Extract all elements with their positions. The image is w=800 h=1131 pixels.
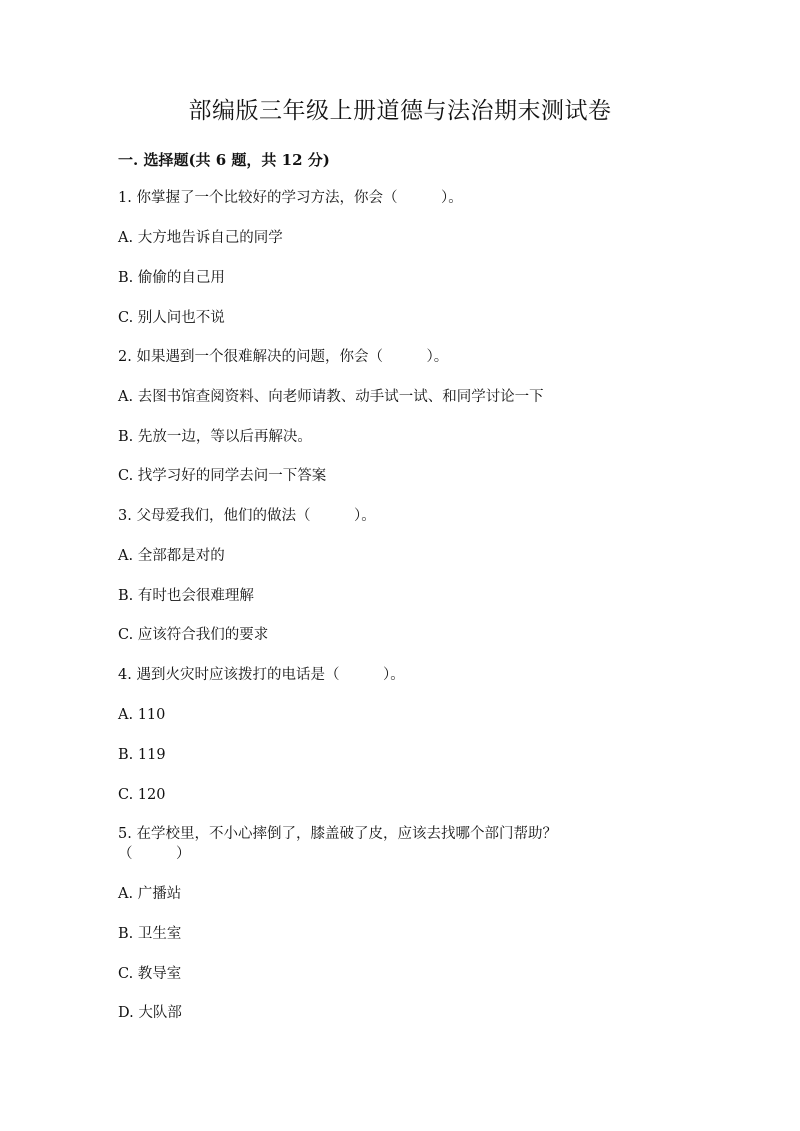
question-2-option-b: B. 先放一边，等以后再解决。 <box>118 429 312 445</box>
question-3-stem: 3. 父母爱我们，他们的做法（ ）。 <box>118 508 376 524</box>
question-3-option-a: A. 全部都是对的 <box>118 548 225 564</box>
question-5-option-d: D. 大队部 <box>118 1005 182 1021</box>
question-3-option-c: C. 应该符合我们的要求 <box>118 627 269 643</box>
question-2-option-a: A. 去图书馆查阅资料、向老师请教、动手试一试、和同学讨论一下 <box>118 389 544 405</box>
question-4-option-c: C. 120 <box>118 787 166 803</box>
question-1-stem: 1. 你掌握了一个比较好的学习方法，你会（ ）。 <box>118 190 463 206</box>
question-3-option-b: B. 有时也会很难理解 <box>118 588 254 604</box>
question-1-option-a: A. 大方地告诉自己的同学 <box>118 230 283 246</box>
question-5-stem-line-2: （ ） <box>118 846 191 862</box>
question-4-option-b: B. 119 <box>118 747 166 763</box>
question-2-option-c: C. 找学习好的同学去问一下答案 <box>118 468 327 484</box>
question-4-stem: 4. 遇到火灾时应该拨打的电话是（ ）。 <box>118 667 405 683</box>
page-title: 部编版三年级上册道德与法治期末测试卷 <box>188 98 612 124</box>
question-5-option-c: C. 教导室 <box>118 966 182 982</box>
question-5-option-b: B. 卫生室 <box>118 926 182 942</box>
question-2-stem: 2. 如果遇到一个很难解决的问题，你会（ ）。 <box>118 349 449 365</box>
section-heading: 一. 选择题(共 6 题，共 12 分) <box>118 151 330 169</box>
question-5-option-a: A. 广播站 <box>118 886 182 902</box>
question-4-option-a: A. 110 <box>118 707 166 723</box>
question-5-stem-line-1: 5. 在学校里，不小心摔倒了，膝盖破了皮，应该去找哪个部门帮助？ <box>118 826 557 842</box>
question-1-option-b: B. 偷偷的自己用 <box>118 270 225 286</box>
question-1-option-c: C. 别人问也不说 <box>118 310 225 326</box>
